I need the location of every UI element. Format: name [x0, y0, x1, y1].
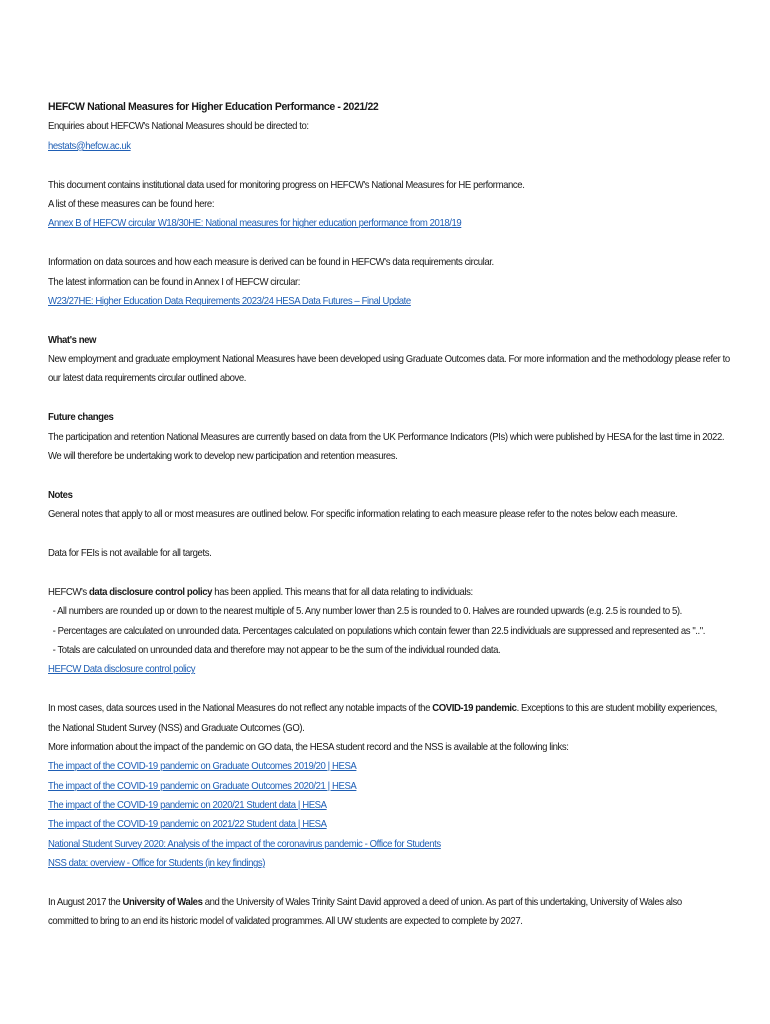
spacer [48, 234, 666, 253]
covid-text-1-post: . Exceptions to this are student mobility experiences, [516, 703, 717, 715]
future-changes-heading: Future changes [48, 412, 114, 424]
covid-text-1-bold: COVID-19 pandemic [432, 703, 517, 715]
intro-text-1: This document contains institutional data used for monitoring progress on HEFCW's National Measures for HE performance. [48, 179, 525, 191]
wales-text-1-pre: In August 2017 the [48, 897, 123, 909]
spacer [48, 311, 666, 330]
email-link[interactable]: hestats@hefcw.ac.uk [48, 140, 131, 152]
disclosure-text [48, 583, 666, 602]
info-text-1: Information on data sources and how each measure is derived can be found in HEFCW's data requirements circular. [48, 257, 494, 269]
document-page [4, 0, 730, 1024]
disclosure-bullet-1: - All numbers are rounded up or down to the nearest multiple of 5. Any number lower than 2.5 is rounded to 0. Halves are rounded upwards (e.g. 2.5 is rounded to 5). [52, 606, 682, 618]
covid-link[interactable]: National Student Survey 2020: Analysis of the impact of the coronavirus pandemic - Office for Students [48, 838, 441, 850]
enquiries-text: Enquiries about HEFCW's National Measures should be directed to: [48, 121, 309, 133]
spacer [48, 525, 666, 544]
annex-link[interactable]: Annex B of HEFCW circular W18/30HE: National measures for higher education performance from 2018/19 [48, 218, 462, 230]
spacer [48, 680, 666, 699]
covid-text-1-pre: In most cases, data sources used in the National Measures do not reflect any notable impacts of the [48, 703, 433, 715]
disclosure-bullet-2: - Percentages are calculated on unrounded data. Percentages calculated on populations which contain fewer than 22.5 individuals are suppressed and represented as "..". [52, 625, 706, 637]
page-title: HEFCW National Measures for Higher Education Performance - 2021/22 [48, 101, 379, 113]
disclosure-text-post: has been applied. This means that for all data relating to individuals: [212, 586, 473, 598]
covid-text-1 [48, 699, 717, 718]
covid-text-3: More information about the impact of the pandemic on GO data, the HESA student record and the NSS is available at the following links: [48, 741, 569, 753]
spacer [48, 466, 666, 485]
wales-text-1-bold: University of Wales [122, 897, 203, 909]
spacer [48, 156, 666, 175]
future-changes-text-2: We will therefore be undertaking work to develop new participation and retention measures. [48, 451, 398, 463]
disclosure-bullet-3: - Totals are calculated on unrounded data and therefore may not appear to be the sum of the individual rounded data. [52, 644, 501, 656]
spacer [48, 874, 666, 893]
whats-new-heading: What's new [48, 334, 97, 346]
wales-text-1-post: and the University of Wales Trinity Saint David approved a deed of union. As part of this undertaking, University of Wales also [202, 897, 682, 909]
disclosure-policy-link[interactable]: HEFCW Data disclosure control policy [48, 664, 196, 676]
covid-link[interactable]: The impact of the COVID-19 pandemic on Graduate Outcomes 2019/20 | HESA [48, 761, 357, 773]
notes-heading: Notes [48, 489, 73, 501]
disclosure-text-pre: HEFCW's [48, 586, 89, 598]
covid-link[interactable]: The impact of the COVID-19 pandemic on Graduate Outcomes 2020/21 | HESA [48, 780, 357, 792]
wales-text-1 [48, 893, 682, 912]
fei-note: Data for FEIs is not available for all targets. [48, 547, 212, 559]
spacer [48, 389, 666, 408]
circular-link[interactable]: W23/27HE: Higher Education Data Requirements 2023/24 HESA Data Futures – Final Update [48, 295, 411, 307]
intro-text-2: A list of these measures can be found here: [48, 198, 215, 210]
covid-link[interactable]: NSS data: overview - Office for Students (in key findings) [48, 858, 266, 870]
whats-new-text-2: our latest data requirements circular outlined above. [48, 373, 247, 385]
future-changes-text-1: The participation and retention National Measures are currently based on data from the UK Performance Indicators (PIs) which were published by HESA for the last time in 2022. [48, 431, 725, 443]
covid-link[interactable]: The impact of the COVID-19 pandemic on 2021/22 Student data | HESA [48, 819, 327, 831]
whats-new-text-1: New employment and graduate employment National Measures have been developed using Graduate Outcomes data. For more information and the methodology please refer to [48, 354, 730, 366]
covid-link[interactable]: The impact of the COVID-19 pandemic on 2020/21 Student data | HESA [48, 800, 327, 812]
notes-text-1: General notes that apply to all or most measures are outlined below. For specific information relating to each measure please refer to the notes below each measure. [48, 509, 678, 521]
spacer [48, 563, 666, 582]
disclosure-text-bold: data disclosure control policy [88, 586, 213, 598]
info-text-2: The latest information can be found in Annex I of HEFCW circular: [48, 276, 301, 288]
covid-text-2: the National Student Survey (NSS) and Graduate Outcomes (GO). [48, 722, 305, 734]
wales-text-2: committed to bring to an end its historic model of validated programmes. All UW students are expected to complete by 2027. [48, 916, 523, 928]
